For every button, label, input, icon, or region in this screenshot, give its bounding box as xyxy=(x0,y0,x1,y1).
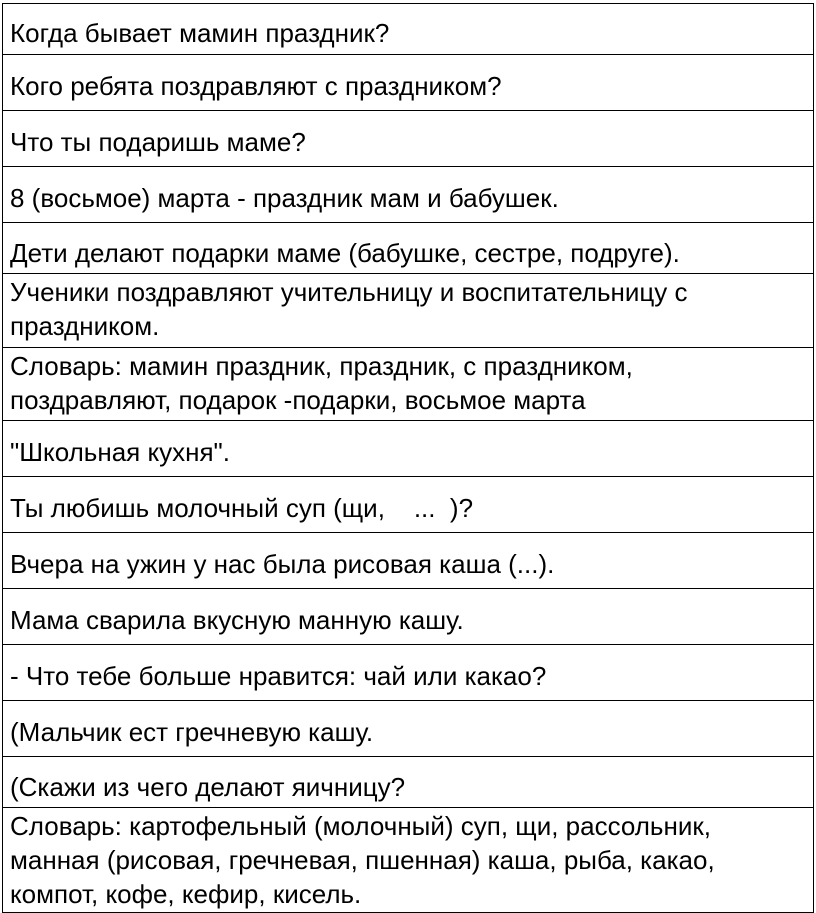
row-text: Когда бывает мамин праздник? xyxy=(10,18,390,48)
table-row xyxy=(3,808,814,913)
row-text: Ты любишь молочный суп (щи, ... )? xyxy=(10,493,474,523)
table-cell xyxy=(3,477,814,533)
table-row xyxy=(3,348,814,421)
row-text: 8 (восьмое) марта - праздник мам и бабушек. xyxy=(10,183,559,213)
row-text: (Мальчик ест гречневую кашу. xyxy=(10,717,374,747)
table-row xyxy=(3,421,814,477)
table-cell xyxy=(3,757,814,808)
table-cell xyxy=(3,348,814,421)
table-cell xyxy=(3,223,814,274)
table-row xyxy=(3,645,814,701)
row-text: Что ты подаришь маме? xyxy=(10,127,306,157)
table-row xyxy=(3,55,814,111)
table-cell xyxy=(3,645,814,701)
table-row xyxy=(3,167,814,223)
row-text: "Школьная кухня". xyxy=(10,437,231,467)
row-text: Словарь: картофельный (молочный) суп, щи, рассольник, манная (рисовая, гречневая, пшенная) каша, рыба, какао, компот, кофе, кефир, кисель. xyxy=(10,811,715,909)
row-text: Ученики поздравляют учительницу и воспитательницу с праздником. xyxy=(10,277,688,341)
table-row xyxy=(3,589,814,645)
table-cell xyxy=(3,589,814,645)
row-text: (Скажи из чего делают яичницу? xyxy=(10,772,406,802)
table-row xyxy=(3,4,814,55)
row-text: Кого ребята поздравляют с праздником? xyxy=(10,71,502,101)
table-row xyxy=(3,701,814,757)
table-row xyxy=(3,111,814,167)
row-text: Словарь: мамин праздник, праздник, с праздником, поздравляют, подарок -подарки, восьмое марта xyxy=(10,351,633,415)
table-cell xyxy=(3,111,814,167)
table-cell xyxy=(3,533,814,589)
table-row xyxy=(3,223,814,274)
table-row xyxy=(3,757,814,808)
table-row xyxy=(3,477,814,533)
table-cell xyxy=(3,274,814,348)
table-cell xyxy=(3,808,814,913)
row-text: Дети делают подарки маме (бабушке, сестре, подруге). xyxy=(10,238,680,268)
table-cell xyxy=(3,421,814,477)
lesson-table xyxy=(2,3,814,913)
table-cell xyxy=(3,4,814,55)
table-row xyxy=(3,274,814,348)
row-text: Вчера на ужин у нас была рисовая каша (...). xyxy=(10,549,555,579)
table-cell xyxy=(3,55,814,111)
row-text: Мама сварила вкусную манную кашу. xyxy=(10,605,464,635)
table-cell xyxy=(3,701,814,757)
table-row xyxy=(3,533,814,589)
table-cell xyxy=(3,167,814,223)
row-text: - Что тебе больше нравится: чай или какао? xyxy=(10,661,547,691)
